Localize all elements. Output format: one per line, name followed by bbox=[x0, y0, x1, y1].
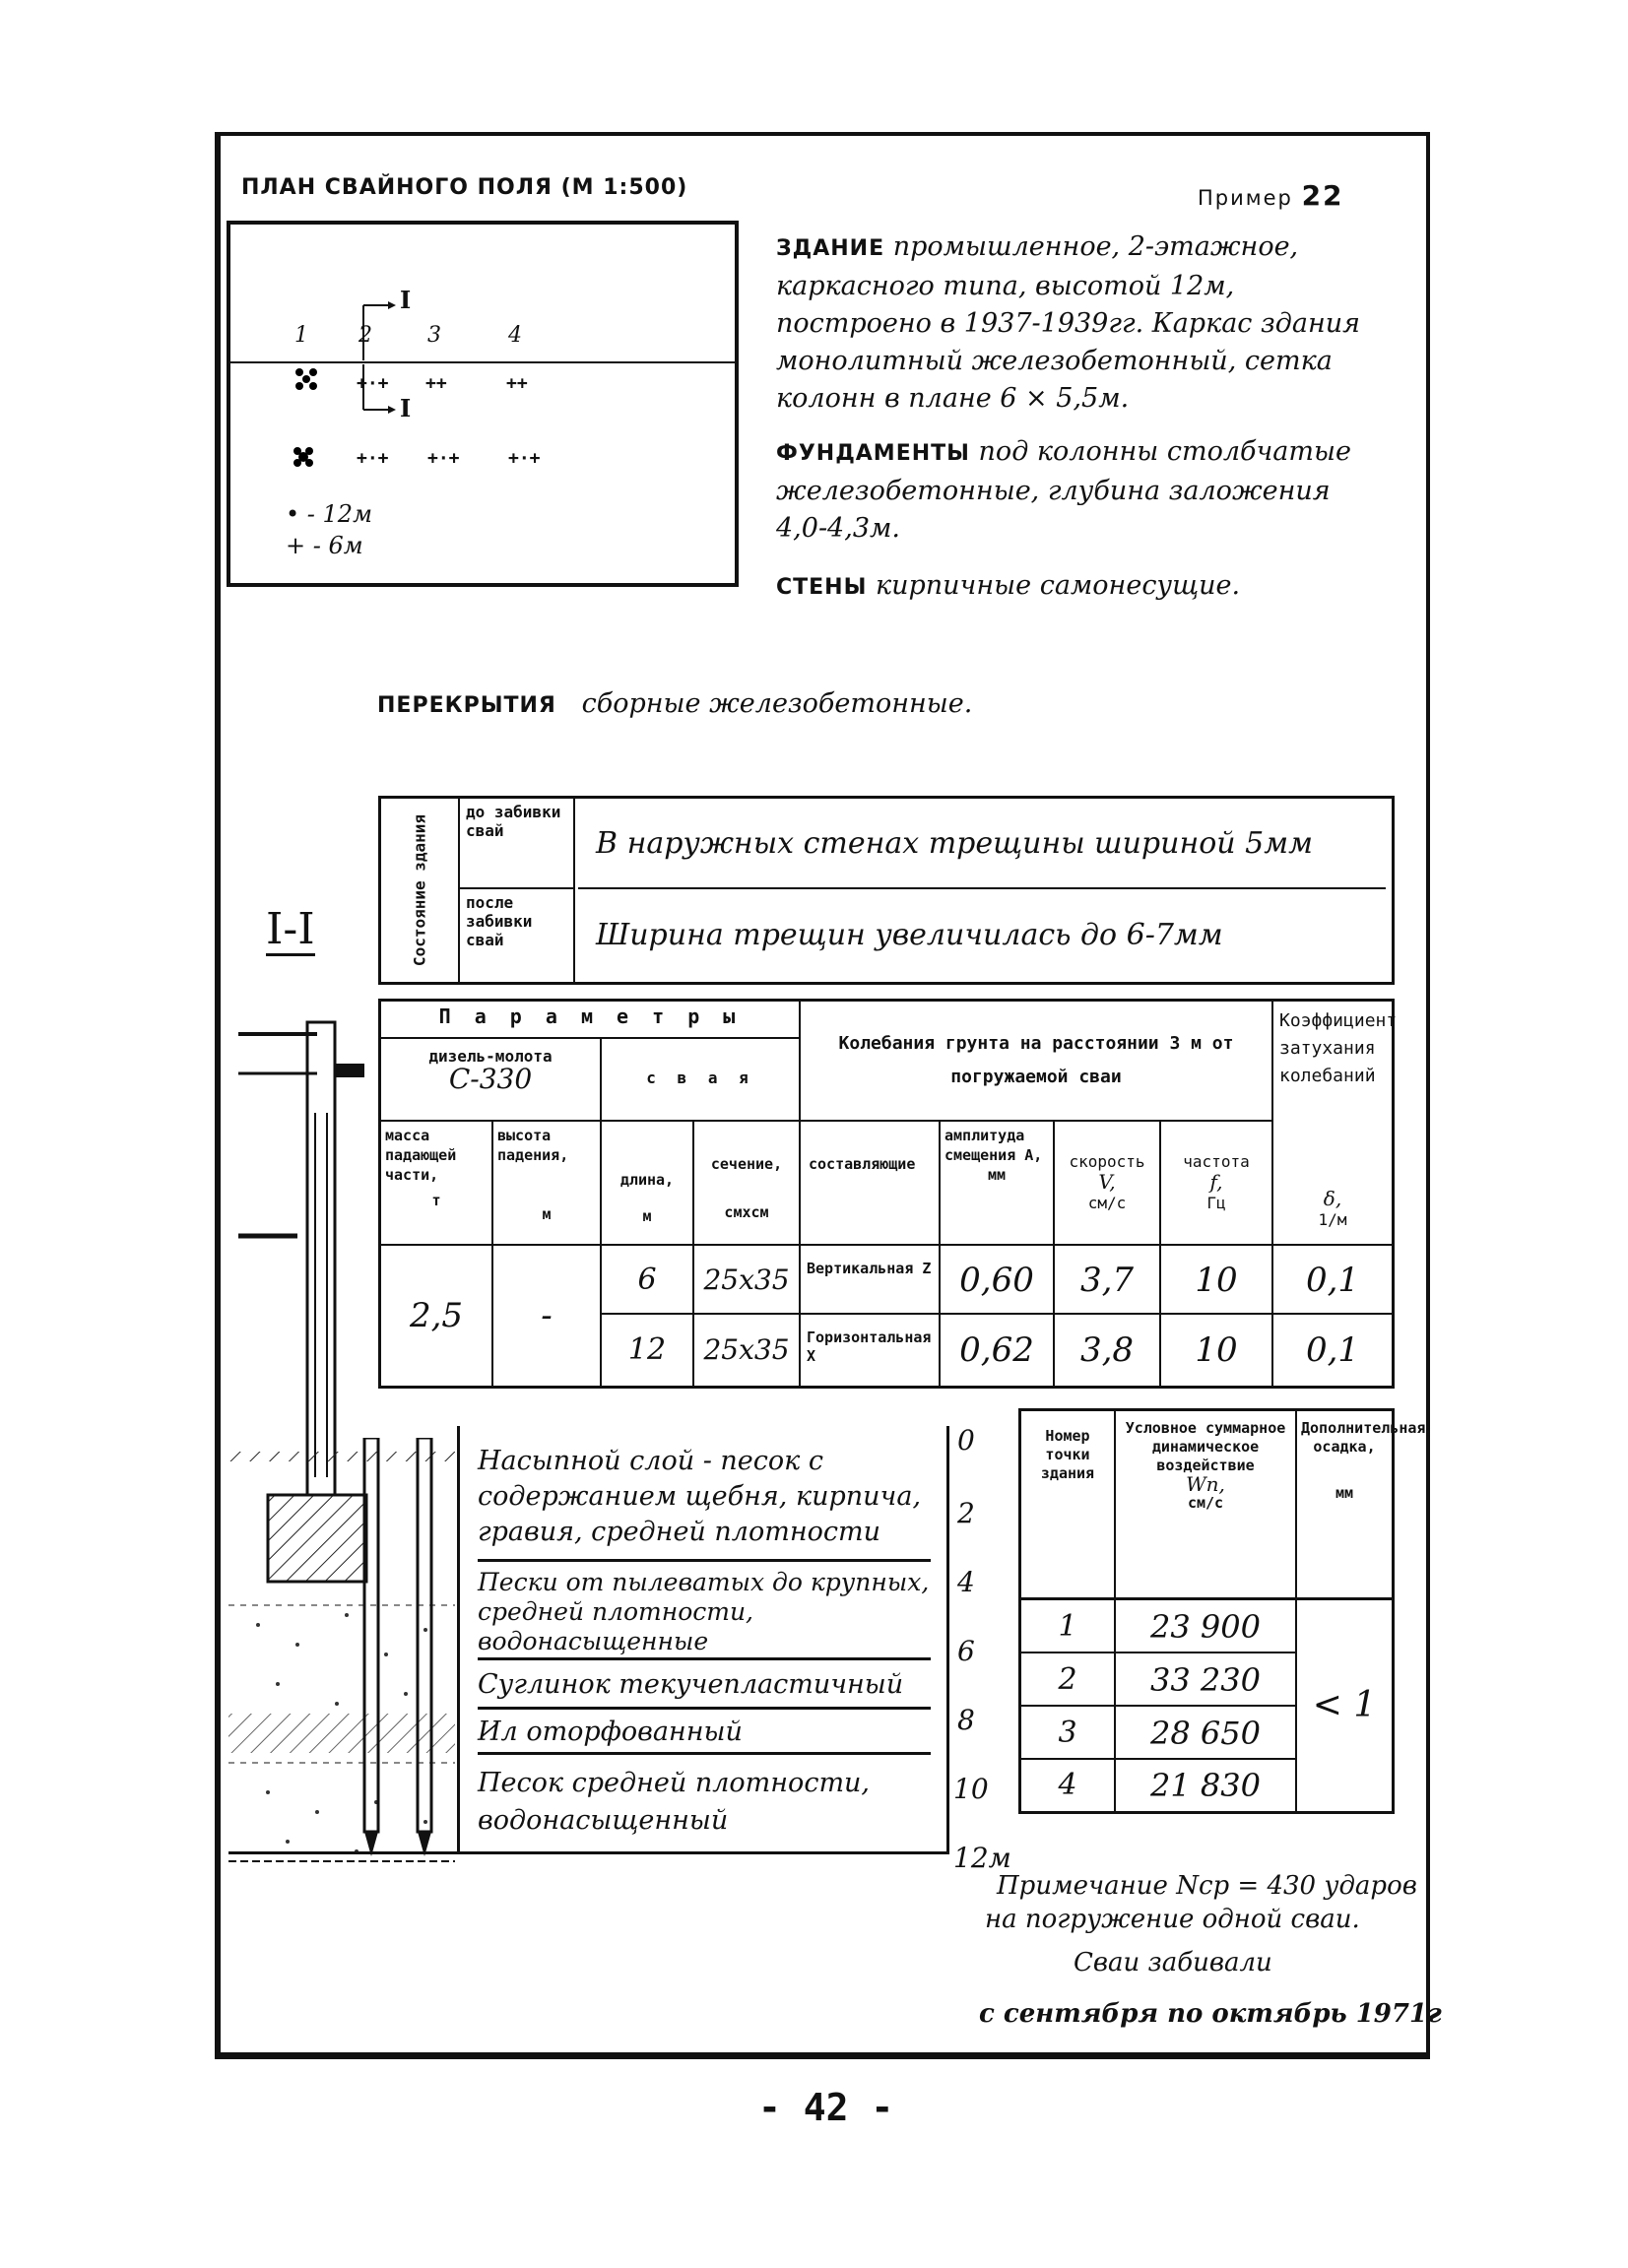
col-wn-sym: Wп, bbox=[1186, 1472, 1225, 1496]
depth-6: 6 bbox=[957, 1635, 975, 1667]
depth-10: 10 bbox=[953, 1773, 989, 1805]
pile-group-3-bottom: +·+ bbox=[427, 448, 460, 469]
col-speed-sym: V, bbox=[1098, 1170, 1116, 1194]
note-line-2: на погружение одной сваи. bbox=[985, 1905, 1360, 1934]
axis-num-4: 4 bbox=[508, 323, 522, 348]
coef-header: Коэффициент затухания колебаний bbox=[1273, 1002, 1392, 1246]
plan-svg bbox=[230, 225, 735, 583]
col-freq-unit: Гц bbox=[1206, 1194, 1226, 1212]
col-wn bbox=[1116, 1411, 1297, 1600]
floors-block bbox=[377, 685, 1165, 725]
col-section bbox=[694, 1122, 801, 1246]
col-freq-sym: f, bbox=[1209, 1170, 1223, 1194]
foundation-label: ФУНДАМЕНТЫ bbox=[776, 441, 970, 466]
col-length bbox=[602, 1122, 694, 1246]
condition-table bbox=[378, 796, 1395, 985]
row2-freq: 10 bbox=[1161, 1315, 1273, 1386]
soil-layer-4: Ил оторфованный bbox=[478, 1710, 931, 1755]
axis-num-2: 2 bbox=[358, 323, 372, 348]
before-text: В наружных стенах трещины шириной 5мм bbox=[578, 799, 1386, 889]
pile-group-1-top bbox=[295, 368, 317, 390]
col-height bbox=[493, 1122, 602, 1246]
row1-comp: Вертикальная Z bbox=[801, 1246, 941, 1315]
note-line-3: Сваи забивали bbox=[1074, 1948, 1272, 1977]
point-3-wn: 28 650 bbox=[1116, 1707, 1297, 1760]
floors-label: ПЕРЕКРЫТИЯ bbox=[377, 693, 556, 718]
section-arrowhead-top bbox=[388, 301, 396, 309]
piles-drawing bbox=[355, 1438, 463, 1861]
height-value: - bbox=[493, 1246, 602, 1386]
depth-8: 8 bbox=[957, 1704, 975, 1736]
depth-0: 0 bbox=[957, 1424, 975, 1457]
axis-num-1: 1 bbox=[294, 323, 308, 348]
depth-4: 4 bbox=[957, 1566, 975, 1598]
col-amp-text: амплитуда смещения А, bbox=[944, 1127, 1043, 1164]
before-label: до забивки свай bbox=[460, 799, 575, 889]
col-section-unit: смxсм bbox=[724, 1203, 769, 1221]
pile-group-4-bottom: +·+ bbox=[508, 448, 541, 469]
building-block bbox=[776, 228, 1387, 418]
pile-group-3-top: ++ bbox=[425, 373, 447, 394]
legend-12m: • - 12м bbox=[286, 500, 372, 528]
section-label: I-I bbox=[266, 904, 315, 954]
row1-coef: 0,1 bbox=[1273, 1246, 1392, 1315]
col-settle-unit: мм bbox=[1335, 1484, 1354, 1502]
params-table bbox=[378, 999, 1398, 1389]
row2-length: 12 bbox=[602, 1315, 694, 1386]
params-header: П а р а м е т р ы bbox=[381, 1002, 801, 1039]
col-coef-sym: δ, bbox=[1323, 1187, 1342, 1210]
note-line-4: с сентября по октябрь 1971г bbox=[979, 1999, 1442, 2029]
hammer-label-text: дизель-молота bbox=[428, 1047, 553, 1066]
points-table bbox=[1018, 1408, 1426, 1814]
section-mark-top: I bbox=[400, 286, 412, 314]
legend-6m: + - 6м bbox=[286, 532, 363, 559]
after-text: Ширина трещин увеличилась до 6-7мм bbox=[596, 918, 1223, 952]
col-section-text: сечение, bbox=[710, 1155, 783, 1173]
row2-section: 25x35 bbox=[694, 1315, 801, 1386]
col-length-text: длина, bbox=[619, 1171, 675, 1189]
building-text: промышленное, 2-этажное, каркасного типа, высотой 12м, построено в 1937-1939гг. Каркас здания монолитный железобетонный, сетка колонн в плане 6 × 5,5м. bbox=[776, 231, 1360, 414]
depth-12: 12м bbox=[953, 1842, 1011, 1874]
section-arrowhead-bottom bbox=[388, 406, 396, 414]
walls-label: СТЕНЫ bbox=[776, 575, 868, 600]
soil-layer-1: Насыпной слой - песок с содержанием щебня, кирпича, гравия, средней плотности bbox=[478, 1444, 931, 1562]
row1-speed: 3,7 bbox=[1055, 1246, 1161, 1315]
col-speed bbox=[1055, 1122, 1161, 1246]
soil-column bbox=[457, 1426, 949, 1851]
after-label: после забивки свай bbox=[460, 889, 575, 982]
point-1-wn: 23 900 bbox=[1116, 1600, 1297, 1653]
col-speed-unit: см/с bbox=[1087, 1194, 1127, 1212]
col-settle-text: Дополнительная осадка, bbox=[1301, 1419, 1426, 1456]
point-4-wn: 21 830 bbox=[1116, 1760, 1297, 1811]
col-mass-unit: т bbox=[431, 1192, 441, 1209]
col-length-unit: м bbox=[642, 1207, 652, 1225]
col-amp-unit: мм bbox=[987, 1166, 1007, 1184]
col-comp: составляющие bbox=[801, 1122, 941, 1246]
col-wn-unit: см/с bbox=[1187, 1494, 1224, 1512]
depth-2: 2 bbox=[957, 1497, 975, 1529]
point-2-wn: 33 230 bbox=[1116, 1653, 1297, 1707]
point-4-num: 4 bbox=[1021, 1760, 1116, 1811]
col-freq bbox=[1161, 1122, 1273, 1246]
example-word: Пример bbox=[1198, 186, 1293, 210]
soil-layer-2: Пески от пылеватых до крупных, средней плотности, водонасыщенные bbox=[478, 1562, 931, 1660]
row2-coef: 0,1 bbox=[1305, 1330, 1360, 1370]
point-2-num: 2 bbox=[1021, 1653, 1116, 1707]
col-point-num: Номер точки здания bbox=[1021, 1411, 1116, 1600]
pile-group-1-bottom bbox=[293, 447, 313, 467]
floors-text: сборные железобетонные. bbox=[581, 688, 973, 719]
settle-value: < 1 bbox=[1312, 1685, 1377, 1725]
col-freq-text: частота bbox=[1183, 1152, 1250, 1171]
pile-group-2-top: +·+ bbox=[357, 373, 389, 394]
col-coef bbox=[1273, 1189, 1392, 1246]
row2-amp: 0,62 bbox=[941, 1315, 1055, 1386]
condition-header bbox=[381, 799, 460, 982]
plan-drawing bbox=[227, 221, 739, 587]
plan-title: ПЛАН СВАЙНОГО ПОЛЯ (М 1:500) bbox=[241, 175, 688, 200]
pile-label: с в а я bbox=[602, 1039, 801, 1122]
example-label bbox=[1198, 179, 1344, 212]
condition-header-text: Состояние здания bbox=[410, 813, 429, 967]
walls-block bbox=[776, 567, 1387, 607]
row1-amp: 0,60 bbox=[941, 1246, 1055, 1315]
soil-layer-3: Суглинок текучепластичный bbox=[478, 1660, 931, 1710]
soil-layer-5: Песок средней плотности, водонасыщенный bbox=[478, 1768, 871, 1836]
point-3-num: 3 bbox=[1021, 1707, 1116, 1760]
col-height-text: высота падения, bbox=[497, 1127, 569, 1164]
row1-length: 6 bbox=[602, 1246, 694, 1315]
col-settle bbox=[1297, 1411, 1426, 1600]
col-mass-text: масса падающей части, bbox=[385, 1127, 457, 1184]
hammer-value: С-330 bbox=[448, 1063, 533, 1095]
col-amp bbox=[941, 1122, 1055, 1246]
axis-num-3: 3 bbox=[427, 323, 441, 348]
example-number: 22 bbox=[1301, 179, 1344, 212]
row2-speed: 3,8 bbox=[1055, 1315, 1161, 1386]
row1-section: 25x35 bbox=[694, 1246, 801, 1315]
walls-text: кирпичные самонесущие. bbox=[875, 570, 1241, 601]
row1-freq: 10 bbox=[1161, 1246, 1273, 1315]
soil-bottom-line bbox=[228, 1851, 949, 1854]
point-1-num: 1 bbox=[1021, 1600, 1116, 1653]
foundation-text: под колонны столбчатые железобетонные, глубина заложения 4,0-4,3м. bbox=[776, 436, 1351, 544]
note-line-1: Примечание Nср = 430 ударов bbox=[997, 1871, 1417, 1901]
foundation-block bbox=[776, 433, 1387, 548]
section-mark-bottom: I bbox=[400, 394, 412, 422]
mass-value: 2,5 bbox=[381, 1246, 493, 1386]
col-coef-unit: 1/м bbox=[1318, 1210, 1347, 1229]
col-height-unit: м bbox=[542, 1205, 552, 1223]
pile-group-2-bottom: +·+ bbox=[357, 448, 389, 469]
row2-comp: Горизонтальная X bbox=[801, 1315, 941, 1386]
pile-group-4-top: ++ bbox=[506, 373, 528, 394]
building-label: ЗДАНИЕ bbox=[776, 236, 885, 261]
col-wn-text: Условное суммарное динамическое воздействие bbox=[1125, 1419, 1286, 1474]
page-number: - 42 - bbox=[758, 2086, 894, 2129]
vib-header: Колебания грунта на расстоянии 3 м от погружаемой сваи bbox=[801, 1002, 1273, 1122]
col-speed-text: скорость bbox=[1069, 1152, 1145, 1171]
